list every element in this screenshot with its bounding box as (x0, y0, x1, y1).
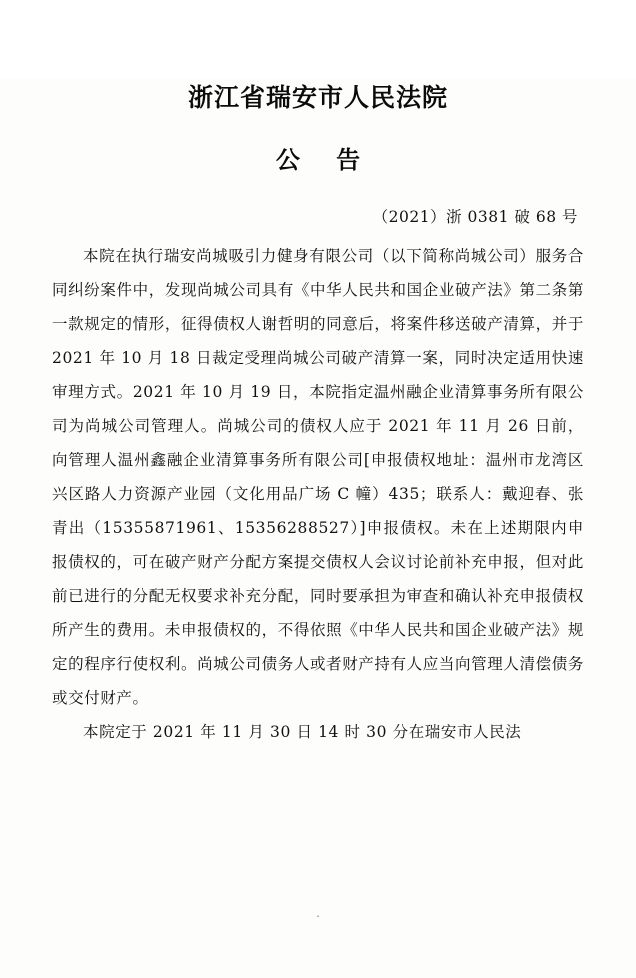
body-paragraph: 本院定于 2021 年 11 月 30 日 14 时 30 分在瑞安市人民法 (83, 723, 522, 741)
document-subtitle: 公 告 (275, 145, 375, 174)
document-body (52, 239, 584, 749)
document-page (0, 78, 636, 978)
body-paragraph: 本院在执行瑞安尚城吸引力健身有限公司（以下简称尚城公司）服务合同纠纷案件中，发现尚城公司具有《中华人民共和国企业破产法》第二条第一款规定的情形，征得债权人谢哲明的同意后，将案件移送破产清算，并于 2021 年 10 月 18 日裁定受理尚城公司破产清算一案，同时决定适用快速审理方式。2021 年 10 月 19 日，本院指定温州融企业清算事务所有限公司为尚城公司管理人。尚城公司的债权人应于 2021 年 11 月 26 日前，向管理人温州鑫融企业清算事务所有限公司[申报债权地址：温州市龙湾区兴区路人力资源产业园（文化用品广场 C 幢）435；联系人：戴迎春、张青出（15355871961、15356288527）]申报债权。未在上述期限内申报债权的，可在破产财产分配方案提交债权人会议讨论前补充申报，但对此前已进行的分配无权要求补充分配，同时要承担为审查和确认补充申报债权所产生的费用。未申报债权的，不得依照《中华人民共和国企业破产法》规定的程序行使权利。尚城公司债务人或者财产持有人应当向管理人清偿债务或交付财产。 (52, 247, 584, 707)
page-footer-mark: . (316, 907, 320, 920)
page-title: 浙江省瑞安市人民法院 (187, 83, 448, 112)
case-number: （2021）浙 0381 破 68 号 (372, 208, 578, 226)
